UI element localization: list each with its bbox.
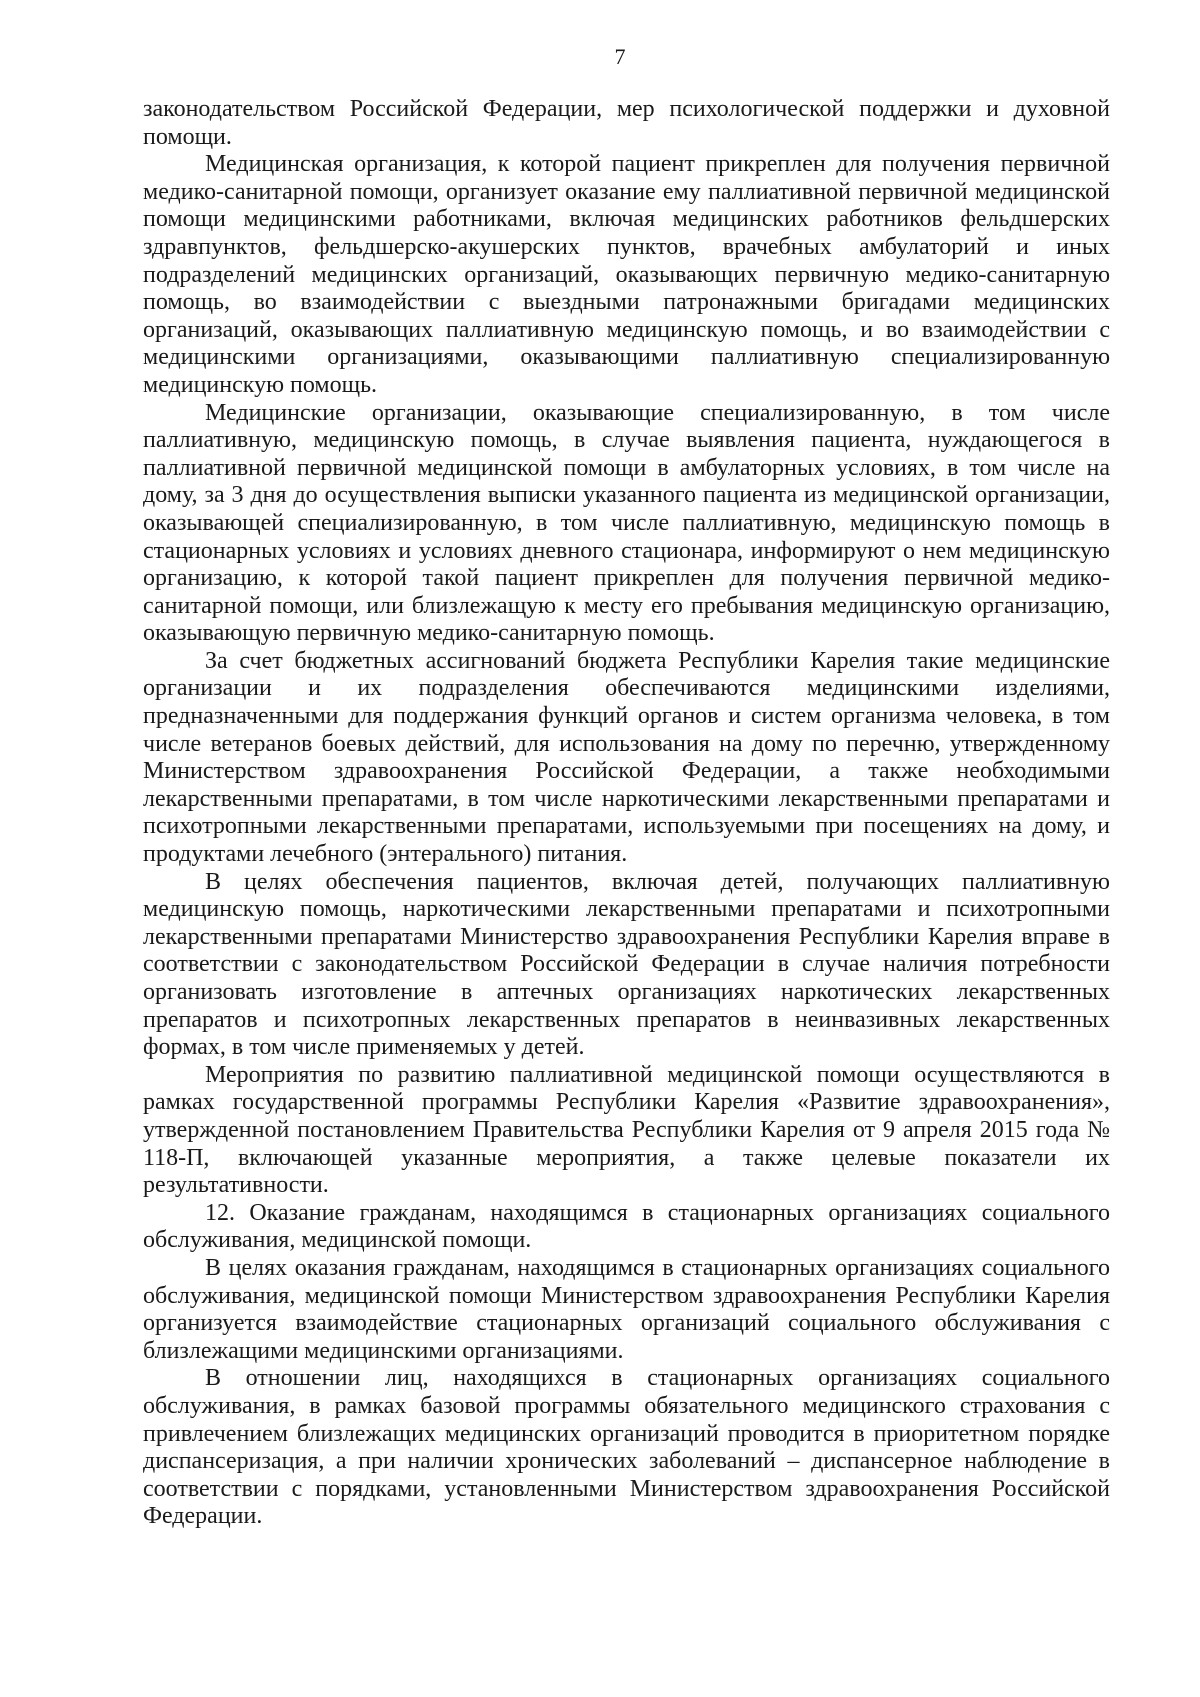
paragraph-social-service-interaction: В целях оказания гражданам, находящимся в стационарных организациях социального обслуживания, медицинской помощи Министерством здравоохранения Республики Карелия организуется взаимодействие стационарных организаций социального обслуживания с близлежащими медицинскими организациями. <box>143 1254 1110 1364</box>
paragraph-specialized-organizations: Медицинские организации, оказывающие специализированную, в том числе паллиативную, медицинскую помощь, в случае выявления пациента, нуждающегося в паллиативной первичной медицинской помощи в амбулаторных условиях, в том числе на дому, за 3 дня до осуществления выписки указанного пациента из медицинской организации, оказывающей специализированную, в том числе паллиативную, медицинскую помощь в стационарных условиях и условиях дневного стационара, информируют о нем медицинскую организацию, к которой такой пациент прикреплен для получения первичной медико-санитарной помощи, или близлежащую к месту его пребывания медицинскую организацию, оказывающую первичную медико-санитарную помощь. <box>143 399 1110 647</box>
paragraph-dispensary-observation: В отношении лиц, находящихся в стационарных организациях социального обслуживания, в рамках базовой программы обязательного медицинского страхования с привлечением близлежащих медицинских организаций проводится в приоритетном порядке диспансеризация, а при наличии хронических заболеваний – диспансерное наблюдение в соответствии с порядками, установленными Министерством здравоохранения Российской Федерации. <box>143 1365 1110 1530</box>
paragraph-narcotic-drugs: В целях обеспечения пациентов, включая детей, получающих паллиативную медицинскую помощь, наркотическими лекарственными препаратами и психотропными лекарственными препаратами Министерство здравоохранения Республики Карелия вправе в соответствии с законодательством Российской Федерации в случае наличия потребности организовать изготовление в аптечных организациях наркотических лекарственных препаратов и психотропных лекарственных препаратов в неинвазивных лекарственных формах, в том числе применяемых у детей. <box>143 868 1110 1061</box>
paragraph-continuation: законодательством Российской Федерации, мер психологической поддержки и духовной помощи. <box>143 96 1110 150</box>
section-heading-12: 12. Оказание гражданам, находящимся в стационарных организациях социального обслуживания, медицинской помощи. <box>143 1199 1110 1254</box>
paragraph-development-program: Мероприятия по развитию паллиативной медицинской помощи осуществляются в рамках государственной программы Республики Карелия «Развитие здравоохранения», утвержденной постановлением Правительства Республики Карелия от 9 апреля 2015 года № 118-П, включающей указанные мероприятия, а также целевые показатели их результативности. <box>143 1061 1110 1199</box>
document-body <box>143 96 1110 1531</box>
paragraph-palliative-primary-care: Медицинская организация, к которой пациент прикреплен для получения первичной медико-санитарной помощи, организует оказание ему паллиативной первичной медицинской помощи медицинскими работниками, включая медицинских работников фельдшерских здравпунктов, фельдшерско-акушерских пунктов, врачебных амбулаторий и иных подразделений медицинских организаций, оказывающих первичную медико-санитарную помощь, во взаимодействии с выездными патронажными бригадами медицинских организаций, оказывающих паллиативную медицинскую помощь, и во взаимодействии с медицинскими организациями, оказывающими паллиативную специализированную медицинскую помощь. <box>143 151 1110 398</box>
paragraph-budget-funding: За счет бюджетных ассигнований бюджета Республики Карелия такие медицинские организации и их подразделения обеспечиваются медицинскими изделиями, предназначенными для поддержания функций органов и систем организма человека, в том числе ветеранов боевых действий, для использования на дому по перечню, утвержденному Министерством здравоохранения Российской Федерации, а также необходимыми лекарственными препаратами, в том числе наркотическими лекарственными препаратами и психотропными лекарственными препаратами, используемыми при посещениях на дому, и продуктами лечебного (энтерального) питания. <box>143 647 1110 868</box>
page-number: 7 <box>614 44 626 69</box>
